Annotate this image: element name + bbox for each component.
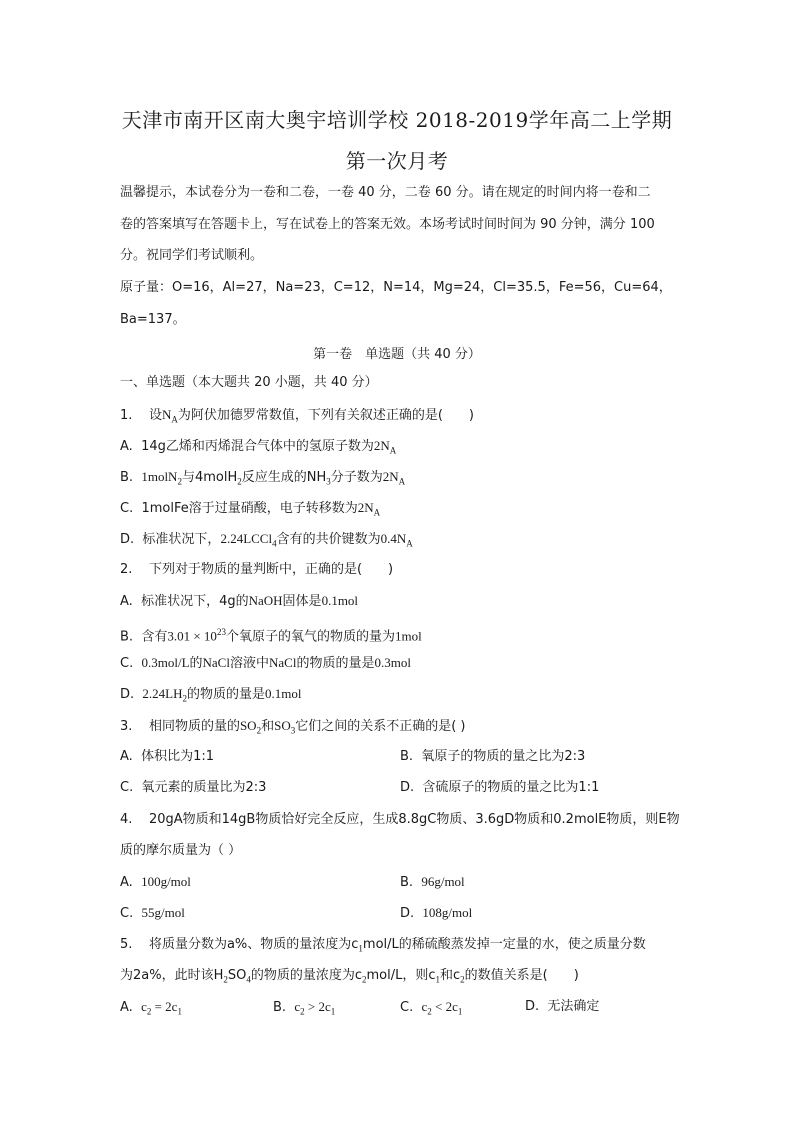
- question-2-option-d: D. $2.24LH_2$的物质的量是0.1mol: [120, 686, 302, 704]
- option-label: C.: [120, 780, 134, 795]
- question-2-option-c: C. 0.3mol/L的NaCl溶液中NaCl的物质的量是0.3mol: [120, 655, 411, 671]
- option-label: D.: [400, 906, 415, 921]
- question-number: 1.: [120, 408, 133, 423]
- question-1-option-d: D. 标准状况下，2.24LCCl$_4$含有的共价键数为$0.4N_A$: [120, 531, 413, 549]
- question-1-stem: [120, 406, 474, 429]
- option-label: B.: [120, 629, 134, 645]
- question-1-option-a: A. 14g乙烯和丙烯混合气体中的氢原子数为$2N_A$: [120, 438, 397, 456]
- question-5-stem-line-2: 为2a%，此时该$H_2SO_4$的物质的量浓度为$c_2mol/L$，则$c_1$和$c_2$的数值关系是( ): [120, 968, 579, 985]
- question-4-stem-line-1: 4. 20gA物质和14gB物质恰好完全反应，生成8.8gC物质、3.6gD物质和0.2molE物质，则E物: [120, 812, 680, 827]
- question-number: 4.: [120, 812, 133, 827]
- section-subheading: 一、单选题（本大题共 20 小题，共 40 分）: [120, 375, 378, 390]
- question-number: 5.: [120, 937, 133, 952]
- question-4-option-b: B. 96g/mol: [400, 874, 465, 890]
- question-2-stem: 2. 下列对于物质的量判断中，正确的是( ): [120, 562, 394, 577]
- exam-title-line1: 天津市南开区南大奥宇培训学校 2018-2019学年高二上学期: [121, 108, 673, 132]
- option-label: A.: [120, 594, 133, 609]
- question-4-option-c: C. 55g/mol: [120, 905, 185, 921]
- stem-text: 设: [148, 408, 162, 423]
- question-3-option-c: C. 氧元素的质量比为2:3: [120, 780, 267, 795]
- question-2-option-a: A. 标准状况下，4g的NaOH固体是0.1mol: [120, 593, 359, 609]
- question-5-stem-line-1: 5. 将质量分数为a%、物质的量浓度为$c_1mol/L$的稀硫酸蒸发掉一定量的水，使之质量分数: [120, 937, 646, 954]
- question-number: 2.: [120, 562, 133, 577]
- question-number: 3.: [120, 719, 133, 734]
- exam-title-line2: 第一次月考: [345, 149, 449, 173]
- atomic-mass-line-2: Ba=137。: [120, 312, 186, 327]
- option-label: A.: [120, 749, 133, 764]
- option-label: C.: [400, 1000, 414, 1015]
- question-4-option-a: A. 100g/mol: [120, 874, 191, 890]
- question-4-stem-line-2: 质的摩尔质量为（ ）: [120, 843, 242, 858]
- question-4-option-d: D. 108g/mol: [400, 905, 473, 921]
- option-label: C.: [120, 906, 134, 921]
- section-heading: 第一卷 单选题（共 40 分）: [313, 347, 481, 362]
- question-5-option-d: D. 无法确定: [525, 999, 600, 1014]
- question-3-stem: 3. 相同物质的量的$SO_2$和$SO_3$它们之间的关系不正确的是( ): [120, 718, 466, 736]
- stem-text: 为阿伏加德罗常数值，下列有关叙述正确的是( ): [177, 408, 474, 423]
- option-label: A.: [120, 875, 133, 890]
- option-label: B.: [400, 749, 414, 764]
- option-label: A.: [120, 439, 133, 454]
- question-1-option-b: B. 1molN$_2$与4molH$_2$反应生成的$NH_3$分子数为$2N_A$: [120, 469, 406, 487]
- option-label: C.: [120, 656, 134, 671]
- question-3-option-d: D. 含硫原子的物质的量之比为1:1: [400, 780, 600, 795]
- question-1-option-c: C. 1molFe溶于过量硝酸，电子转移数为$2N_A$: [120, 500, 381, 518]
- option-label: A.: [120, 1000, 133, 1015]
- intro-line-3: 分。祝同学们考试顺利。: [120, 248, 264, 263]
- intro-line-2: 卷的答案填写在答题卡上，写在试卷上的答案无效。本场考试时间时间为 90 分钟，满分 100: [120, 217, 655, 232]
- atomic-mass-line-1: 原子量：O=16，Al=27，Na=23，C=12，N=14，Mg=24，Cl=35.5，Fe=56，Cu=64，: [120, 280, 672, 295]
- question-3-option-b: B. 氧原子的物质的量之比为2:3: [400, 749, 586, 764]
- option-label: C.: [120, 501, 134, 516]
- question-5-option-c: C. $c_2 < 2c_1$: [400, 999, 463, 1017]
- option-label: D.: [525, 999, 540, 1014]
- option-label: B.: [273, 1000, 287, 1015]
- question-5-option-a: A. $c_2 = 2c_1$: [120, 999, 182, 1017]
- option-label: D.: [400, 780, 415, 795]
- question-5-option-b: B. $c_2 > 2c_1$: [273, 999, 336, 1017]
- option-label: D.: [120, 532, 135, 547]
- option-label: B.: [120, 470, 134, 485]
- question-3-option-a: A. 体积比为1:1: [120, 749, 214, 764]
- question-2-option-b: B. 含有$3.01 \times 10^{23}$个氧原子的氧气的物质的量为1mol: [120, 627, 422, 645]
- intro-line-1: 温馨提示，本试卷分为一卷和二卷，一卷 40 分，二卷 60 分。请在规定的时间内将一卷和二: [120, 185, 651, 200]
- option-label: B.: [400, 875, 414, 890]
- option-label: D.: [120, 687, 135, 702]
- chem-formula: $N_A$: [161, 407, 178, 425]
